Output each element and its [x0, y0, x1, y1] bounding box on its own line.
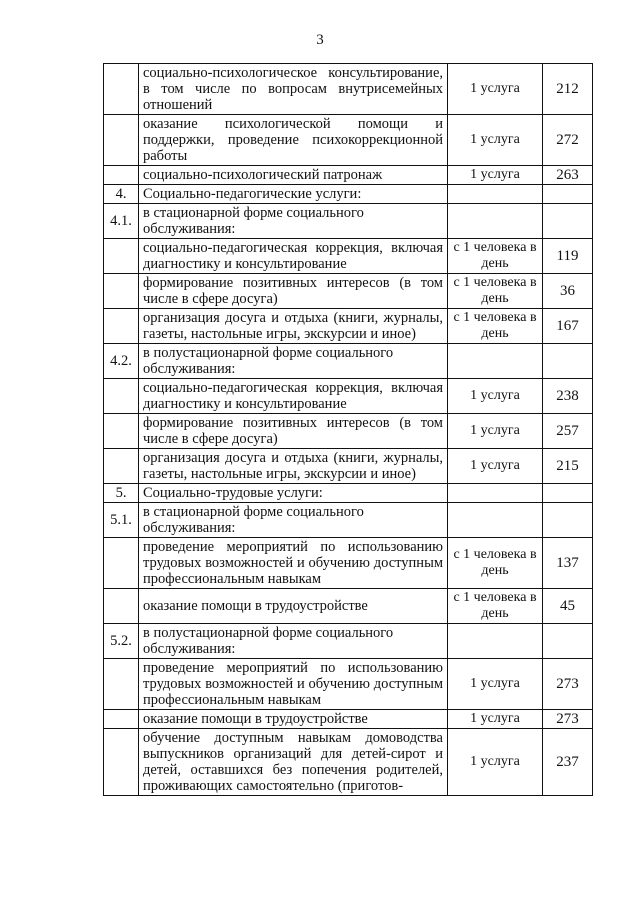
price-cell — [543, 484, 593, 503]
unit-cell: с 1 человека в день — [448, 309, 543, 344]
service-name-cell: в стационарной форме социального обслуживания: — [139, 503, 448, 538]
price-cell: 237 — [543, 729, 593, 796]
row-number-cell: 4.2. — [104, 344, 139, 379]
row-number-cell — [104, 729, 139, 796]
service-name-cell: организация досуга и отдыха (книги, журналы, газеты, настольные игры, экскурсии и иное) — [139, 309, 448, 344]
price-cell — [543, 624, 593, 659]
row-number-cell: 4. — [104, 185, 139, 204]
table-row — [104, 484, 593, 503]
price-cell — [543, 503, 593, 538]
table-row — [104, 274, 593, 309]
row-number-cell — [104, 659, 139, 710]
price-cell — [543, 185, 593, 204]
row-number-cell — [104, 309, 139, 344]
service-name-cell: проведение мероприятий по использованию трудовых возможностей и обучению доступным профессиональным навыкам — [139, 538, 448, 589]
row-number-cell: 5. — [104, 484, 139, 503]
service-name-cell: социально-психологический патронаж — [139, 166, 448, 185]
unit-cell: 1 услуга — [448, 379, 543, 414]
price-cell: 257 — [543, 414, 593, 449]
price-cell: 45 — [543, 589, 593, 624]
unit-cell — [448, 624, 543, 659]
service-name-cell: социально-психологическое консультирование, в том числе по вопросам внутрисемейных отношений — [139, 64, 448, 115]
table-row — [104, 64, 593, 115]
table-row — [104, 449, 593, 484]
service-name-cell: организация досуга и отдыха (книги, журналы, газеты, настольные игры, экскурсии и иное) — [139, 449, 448, 484]
row-number-cell: 5.2. — [104, 624, 139, 659]
service-name-cell: оказание помощи в трудоустройстве — [139, 589, 448, 624]
row-number-cell — [104, 115, 139, 166]
row-number-cell: 5.1. — [104, 503, 139, 538]
table-row — [104, 414, 593, 449]
table-row — [104, 624, 593, 659]
unit-cell: 1 услуга — [448, 166, 543, 185]
service-name-cell: формирование позитивных интересов (в том числе в сфере досуга) — [139, 414, 448, 449]
service-name-cell: в стационарной форме социального обслуживания: — [139, 204, 448, 239]
service-name-cell: формирование позитивных интересов (в том числе в сфере досуга) — [139, 274, 448, 309]
price-cell: 212 — [543, 64, 593, 115]
price-cell — [543, 204, 593, 239]
table-row — [104, 729, 593, 796]
table-row — [104, 538, 593, 589]
service-name-cell: в полустационарной форме социального обслуживания: — [139, 624, 448, 659]
unit-cell: 1 услуга — [448, 729, 543, 796]
unit-cell — [448, 204, 543, 239]
price-cell: 273 — [543, 659, 593, 710]
row-number-cell — [104, 414, 139, 449]
table-row — [104, 185, 593, 204]
row-number-cell — [104, 538, 139, 589]
price-cell: 119 — [543, 239, 593, 274]
unit-cell: с 1 человека в день — [448, 239, 543, 274]
table-row — [104, 204, 593, 239]
price-cell: 272 — [543, 115, 593, 166]
service-name-cell: социально-педагогическая коррекция, включая диагностику и консультирование — [139, 379, 448, 414]
row-number-cell — [104, 166, 139, 185]
row-number-cell: 4.1. — [104, 204, 139, 239]
service-name-cell: обучение доступным навыкам домоводства выпускников организаций для детей-сирот и детей, оставшихся без попечения родителей, проживающих самостоятельно (приготов- — [139, 729, 448, 796]
row-number-cell — [104, 64, 139, 115]
row-number-cell — [104, 274, 139, 309]
service-name-cell: оказание психологической помощи и поддержки, проведение психокоррекционной работы — [139, 115, 448, 166]
unit-cell: 1 услуга — [448, 710, 543, 729]
price-cell: 263 — [543, 166, 593, 185]
unit-cell: с 1 человека в день — [448, 538, 543, 589]
table-row — [104, 239, 593, 274]
row-number-cell — [104, 379, 139, 414]
page-number: 3 — [316, 32, 324, 48]
tariff-table — [103, 63, 593, 796]
row-number-cell — [104, 589, 139, 624]
unit-cell: с 1 человека в день — [448, 274, 543, 309]
table-row — [104, 659, 593, 710]
price-cell: 167 — [543, 309, 593, 344]
unit-cell — [448, 503, 543, 538]
row-number-cell — [104, 449, 139, 484]
table-row — [104, 309, 593, 344]
service-name-cell: социально-педагогическая коррекция, включая диагностику и консультирование — [139, 239, 448, 274]
unit-cell: 1 услуга — [448, 659, 543, 710]
service-name-cell: в полустационарной форме социального обслуживания: — [139, 344, 448, 379]
table-row — [104, 166, 593, 185]
tariff-table-body — [104, 64, 593, 796]
table-row — [104, 379, 593, 414]
price-cell: 36 — [543, 274, 593, 309]
price-cell: 137 — [543, 538, 593, 589]
unit-cell: 1 услуга — [448, 115, 543, 166]
unit-cell: с 1 человека в день — [448, 589, 543, 624]
table-row — [104, 344, 593, 379]
row-number-cell — [104, 710, 139, 729]
service-name-cell: проведение мероприятий по использованию трудовых возможностей и обучению доступным профессиональным навыкам — [139, 659, 448, 710]
service-name-cell: Социально-трудовые услуги: — [139, 484, 448, 503]
price-cell: 215 — [543, 449, 593, 484]
unit-cell — [448, 484, 543, 503]
price-cell: 273 — [543, 710, 593, 729]
unit-cell: 1 услуга — [448, 414, 543, 449]
unit-cell: 1 услуга — [448, 449, 543, 484]
price-cell — [543, 344, 593, 379]
table-row — [104, 115, 593, 166]
price-cell: 238 — [543, 379, 593, 414]
service-name-cell: оказание помощи в трудоустройстве — [139, 710, 448, 729]
service-name-cell: Социально-педагогические услуги: — [139, 185, 448, 204]
table-row — [104, 710, 593, 729]
row-number-cell — [104, 239, 139, 274]
table-row — [104, 503, 593, 538]
unit-cell — [448, 185, 543, 204]
unit-cell — [448, 344, 543, 379]
unit-cell: 1 услуга — [448, 64, 543, 115]
table-row — [104, 589, 593, 624]
